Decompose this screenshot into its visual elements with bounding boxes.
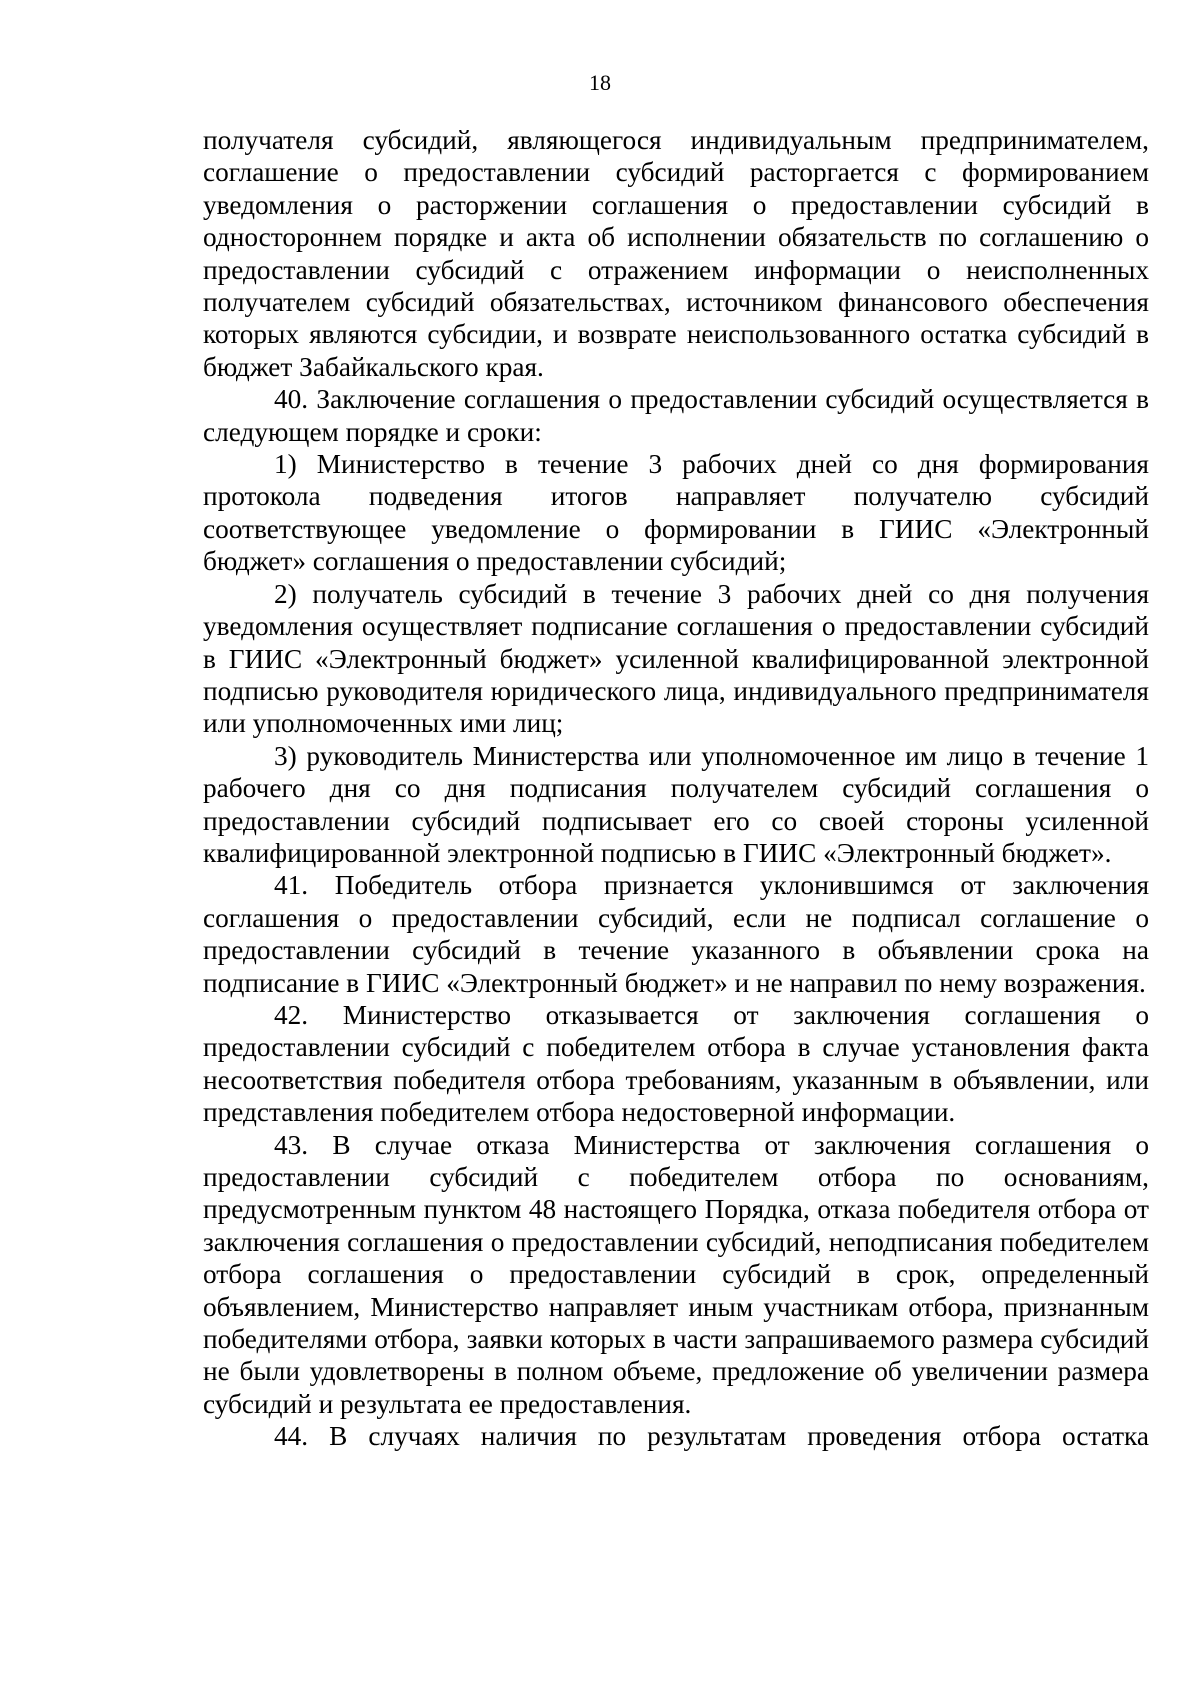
paragraph-43: 43. В случае отказа Министерства от заключения соглашения о предоставлении субсидий с победителем отбора по основаниям, предусмотренным пунктом 48 настоящего Порядка, отказа победителя отбора от заключения соглашения о предоставлении субсидий, неподписания победителем отбора соглашения о предоставлении субсидий в срок, определенный объявлением, Министерство направляет иным участникам отбора, признанным победителями отбора, заявки которых в части запрашиваемого размера субсидий не были удовлетворены в полном объеме, предложение об увеличении размера субсидий и результата ее предоставления. [203,1129,1149,1419]
page-number: 18 [589,70,611,95]
paragraph-44: 44. В случаях наличия по результатам проведения отбора остатка [274,1421,1149,1452]
paragraph-40-item-3: 3) руководитель Министерства или уполномоченное им лицо в течение 1 рабочего дня со дня подписания получателем субсидий соглашения о предоставлении субсидий подписывает его со своей стороны усиленной квалифицированной электронной подписью в ГИИС «Электронный бюджет». [203,740,1149,868]
paragraph-41: 41. Победитель отбора признается уклонившимся от заключения соглашения о предоставлении субсидий, если не подписал соглашение о предоставлении субсидий в течение указанного в объявлении срока на подписание в ГИИС «Электронный бюджет» и не направил по нему возражения. [203,870,1149,998]
document-body [203,124,1149,1453]
paragraph-40: 40. Заключение соглашения о предоставлении субсидий осуществляется в следующем порядке и сроки: [203,384,1149,447]
paragraph-continuation: получателя субсидий, являющегося индивидуальным предпринимателем, соглашение о предоставлении субсидий расторгается с формированием уведомления о расторжении соглашения о предоставлении субсидий в одностороннем порядке и акта об исполнении обязательств по соглашению о предоставлении субсидий с отражением информации о неисполненных получателем субсидий обязательствах, источником финансового обеспечения которых являются субсидии, и возврате неиспользованного остатка субсидий в бюджет Забайкальского края. [203,125,1149,382]
paragraph-42: 42. Министерство отказывается от заключения соглашения о предоставлении субсидий с победителем отбора в случае установления факта несоответствия победителя отбора требованиям, указанным в объявлении, или представления победителем отбора недостоверной информации. [203,999,1149,1128]
paragraph-40-item-2: 2) получатель субсидий в течение 3 рабочих дней со дня получения уведомления осуществляет подписание соглашения о предоставлении субсидий в ГИИС «Электронный бюджет» усиленной квалифицированной электронной подписью руководителя юридического лица, индивидуального предпринимателя или уполномоченных ими лиц; [203,578,1149,739]
paragraph-40-item-1: 1) Министерство в течение 3 рабочих дней со дня формирования протокола подведения итогов направляет получателю субсидий соответствующее уведомление о формировании в ГИИС «Электронный бюджет» соглашения о предоставлении субсидий; [203,449,1149,577]
